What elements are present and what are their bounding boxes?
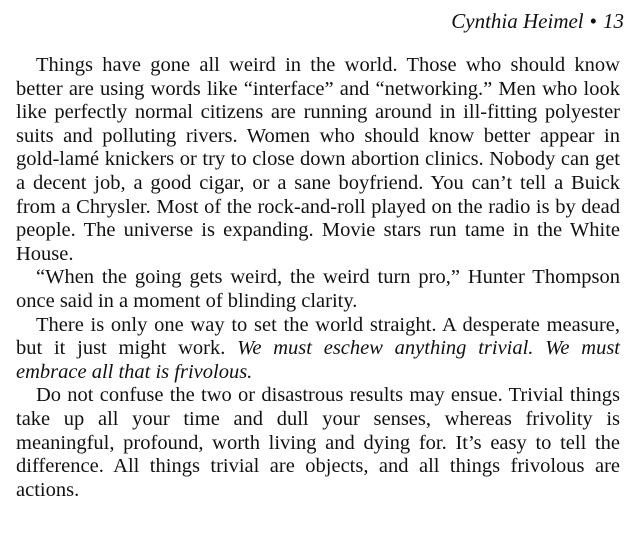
body-text [16,54,620,502]
paragraph-trivial-vs-frivolous: Do not confuse the two or disastrous results may ensue. Trivial things take up all your time and dull your senses, whereas frivolity is meaningful, profound, worth living and dying for. It’s easy to tell the difference. All things trivial are objects, and all things frivolous are actions. [16,384,620,501]
page-number: 13 [603,9,624,33]
paragraph-emphasis-text: We must eschew anything trivial. We must embrace all that is frivolous. [16,337,620,383]
paragraph-thompson-quote: “When the going gets weird, the weird turn pro,” Hunter Thompson once said in a moment of blinding clarity. [16,266,620,312]
header-separator: • [589,9,597,33]
paragraph-lead-text: There is only one way to set the world straight. A desperate measure, but it just might work. [16,313,620,360]
paragraph-set-world-straight [16,314,620,385]
author-name: Cynthia Heimel [451,9,584,33]
running-head [451,8,624,34]
paragraph-weird-world: Things have gone all weird in the world. Those who should know better are using words like “interface” and “networking.” Men who look like perfectly normal citizens are running around in ill-fitting polyester suits and polluting rivers. Women who should know better appear in gold-lamé knickers or try to close down abortion clinics. Nobody can get a decent job, a good cigar, or a sane boyfriend. You can’t tell a Buick from a Chrysler. Most of the rock-and-roll played on the radio is by dead people. The universe is expanding. Movie stars run tame in the White House. [16,54,620,265]
